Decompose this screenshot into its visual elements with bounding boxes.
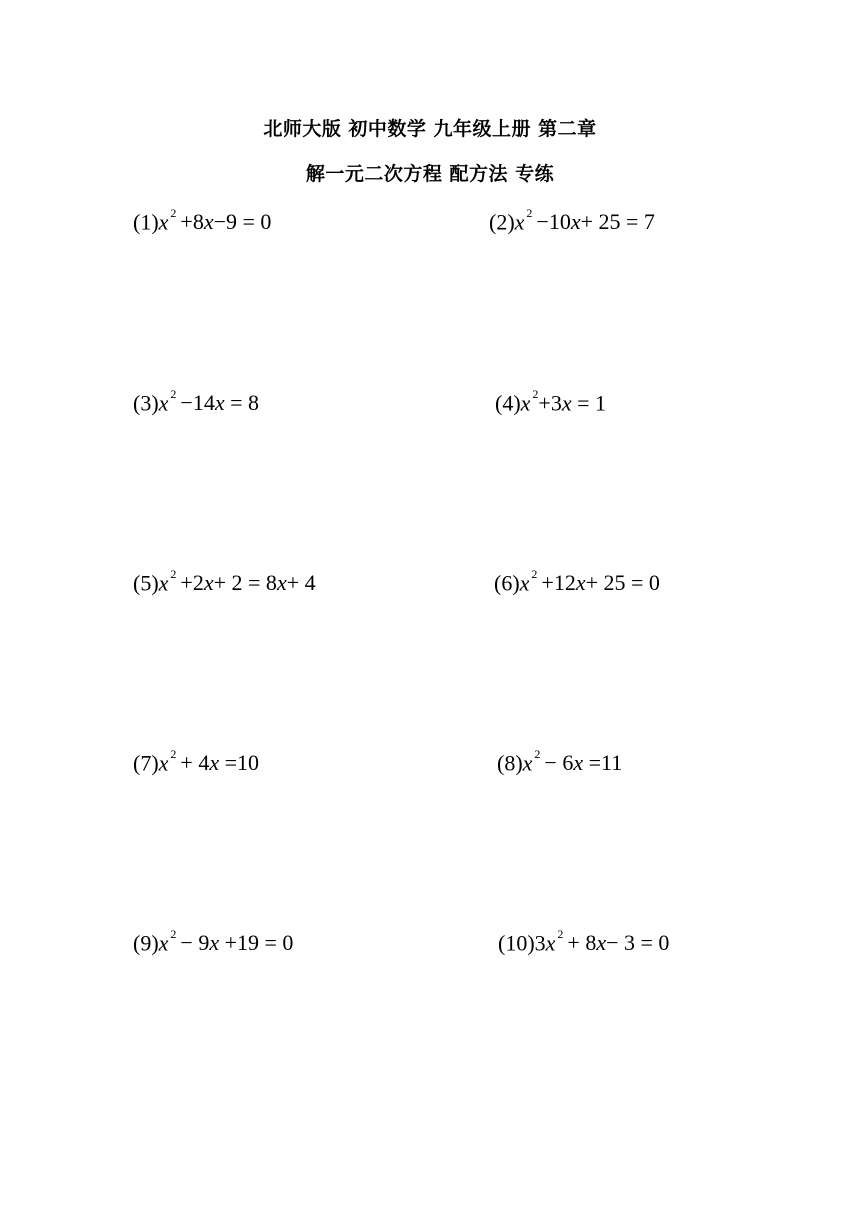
problem-6 (494, 563, 660, 598)
worksheet-subtitle: 解一元二次方程 配方法 专练 (305, 163, 555, 185)
problem-number: (3) (133, 390, 159, 416)
equation-part: =11 (583, 750, 623, 776)
variable: x (596, 930, 607, 956)
problem-number: (5) (133, 570, 159, 596)
variable: x (214, 390, 225, 416)
equation-part: +3 (538, 390, 562, 416)
problem-number: (1) (133, 209, 159, 235)
variable: x (570, 209, 581, 235)
exponent: 2 (170, 567, 177, 581)
problem-2 (489, 202, 655, 237)
problem-3 (133, 383, 259, 418)
variable: x (522, 750, 533, 776)
problem-number: (10) (498, 930, 535, 956)
problem-number: (9) (133, 930, 159, 956)
exponent: 2 (526, 206, 533, 220)
exponent: 2 (170, 387, 177, 401)
exponent: 2 (170, 927, 177, 941)
variable: x (203, 209, 214, 235)
variable: x (575, 570, 586, 596)
exponent: 2 (170, 206, 177, 220)
equation-part: + 4 (180, 750, 210, 776)
equation-part: −14 (180, 390, 215, 416)
equation-part: +19 = 0 (219, 930, 294, 956)
exponent: 2 (531, 567, 538, 581)
problem-4 (495, 383, 606, 418)
equation-part: −10 (536, 209, 571, 235)
exponent: 2 (557, 927, 564, 941)
variable: x (276, 570, 287, 596)
variable: x (158, 570, 169, 596)
equation-part: +8 (180, 209, 204, 235)
variable: x (514, 209, 525, 235)
equation-part: − 3 = 0 (606, 930, 670, 956)
variable: x (158, 209, 169, 235)
exponent: 2 (170, 747, 177, 761)
equation-part: +12 (541, 570, 576, 596)
problem-10 (498, 923, 669, 958)
variable: x (520, 390, 531, 416)
equation-part: − 9 (180, 930, 210, 956)
problem-5 (133, 563, 316, 598)
equation-part: − 6 (544, 750, 574, 776)
equation-part: +2 (180, 570, 204, 596)
problem-1 (133, 202, 271, 237)
exponent: 2 (532, 387, 539, 401)
equation-part: = 8 (224, 390, 260, 416)
problem-number: (2) (489, 209, 515, 235)
equation-part: + 4 (286, 570, 316, 596)
variable: x (158, 930, 169, 956)
variable: x (158, 750, 169, 776)
equation-part: −9 = 0 (213, 209, 272, 235)
equation-part: =10 (219, 750, 260, 776)
equation-part: + 25 = 0 (585, 570, 660, 596)
problem-number: (7) (133, 750, 159, 776)
problem-7 (133, 743, 259, 778)
worksheet-title: 北师大版 初中数学 九年级上册 第二章 (263, 118, 597, 140)
equation-part: + 25 = 7 (580, 209, 655, 235)
problem-8 (497, 743, 622, 778)
problem-9 (133, 923, 293, 958)
exponent: 2 (534, 747, 541, 761)
coefficient: 3 (534, 930, 546, 956)
variable: x (158, 390, 169, 416)
variable: x (203, 570, 214, 596)
variable: x (573, 750, 584, 776)
variable: x (209, 930, 220, 956)
equation-part: + 8 (567, 930, 597, 956)
variable: x (545, 930, 556, 956)
variable: x (209, 750, 220, 776)
problem-number: (6) (494, 570, 520, 596)
equation-part: + 2 = 8 (213, 570, 277, 596)
variable: x (519, 570, 530, 596)
equation-part: = 1 (571, 390, 607, 416)
problem-number: (4) (495, 390, 521, 416)
problem-number: (8) (497, 750, 523, 776)
variable: x (561, 390, 572, 416)
